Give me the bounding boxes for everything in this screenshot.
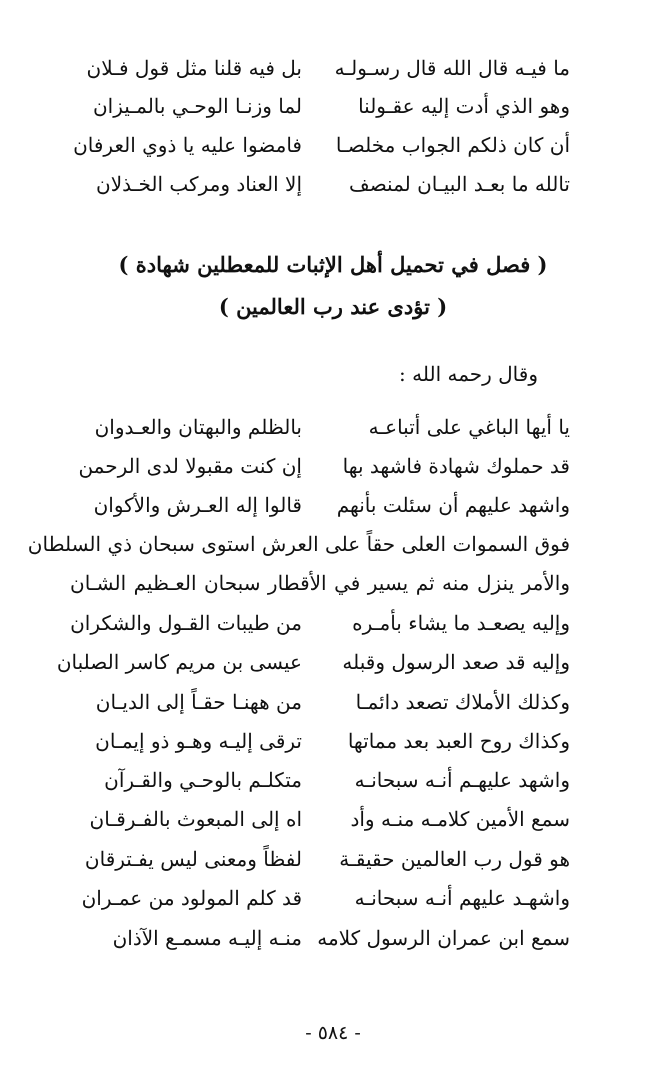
verse-second-hemistich: عيسى بن مريم كاسر الصلبان xyxy=(56,650,302,674)
verse-second-hemistich: متكلـم بالوحـي والقـرآن xyxy=(104,768,302,792)
verse-first-hemistich: قد حملوك شهادة فاشهد بها xyxy=(342,454,570,478)
verse-first-hemistich: يا أيها الباغي على أتباعـه xyxy=(368,415,570,439)
verse-first-hemistich: سمع ابن عمران الرسول كلامه xyxy=(317,926,570,950)
verse-line xyxy=(70,685,570,719)
intro-text: وقال رحمه الله : xyxy=(399,362,538,386)
verse-line xyxy=(70,881,570,915)
verse-first-hemistich: وكذلك الأملاك تصعد دائمـا xyxy=(355,690,570,714)
section-heading-line1: ( فصل في تحميل أهل الإثبات للمعطلين شهادة ) xyxy=(118,252,548,277)
verse-second-hemistich: إلا العناد ومركب الخـذلان xyxy=(96,172,302,196)
verse-first-hemistich: ما فيـه قال الله قال رسـولـه xyxy=(334,56,570,80)
verse-first-hemistich: أن كان ذلكم الجواب مخلصـا xyxy=(335,133,570,157)
verse-line xyxy=(70,128,570,162)
verse-second-hemistich: لفظاً ومعنى ليس يفـترقان xyxy=(84,847,302,871)
verse-line xyxy=(70,167,570,201)
verse-line xyxy=(70,449,570,483)
verse-second-hemistich: من طيبات القـول والشكران xyxy=(70,611,302,635)
verse-second-hemistich: من ههنـا حقـاً إلى الديـان xyxy=(95,690,302,714)
verse-second-hemistich: لما وزنـا الوحـي بالمـيزان xyxy=(92,94,302,118)
verse-second-hemistich: إن كنت مقبولا لدى الرحمن xyxy=(78,454,302,478)
verse-second-hemistich: منـه إليـه مسمـع الآذان xyxy=(112,926,302,950)
verse-first-hemistich: واشهد عليهم أن سئلت بأنهم xyxy=(336,493,570,517)
verse-first-hemistich: هو قول رب العالمين حقيقـة xyxy=(339,847,570,871)
section-heading-line2: ( تؤدى عند رب العالمين ) xyxy=(218,294,448,319)
verse-first-hemistich: وإليه قد صعد الرسول وقبله xyxy=(342,650,570,674)
verse-first-hemistich: واشهد عليهـم أنـه سبحانـه xyxy=(354,768,570,792)
verse-first-hemistich: وهو الذي أدت إليه عقـولنا xyxy=(358,94,570,118)
page-number: - ٥٨٤ - xyxy=(305,1022,361,1044)
verse-second-hemistich: بل فيه قلنا مثل قول فـلان xyxy=(86,56,302,80)
verse-line xyxy=(70,921,570,955)
full-width-line: فوق السموات العلى حقاً على العرش استوى سبحان ذي السلطان xyxy=(27,532,570,556)
verse-line xyxy=(70,724,570,758)
verse-second-hemistich: قالوا إله العـرش والأكوان xyxy=(93,493,302,517)
verse-line xyxy=(56,645,570,679)
verse-first-hemistich: واشهـد عليهم أنـه سبحانـه xyxy=(354,886,570,910)
verse-second-hemistich: ترقى إليـه وهـو ذو إيمـان xyxy=(95,729,302,753)
verse-line xyxy=(70,488,570,522)
verse-first-hemistich: سمع الأمين كلامـه منـه وأد xyxy=(350,807,570,831)
verse-line xyxy=(70,606,570,640)
verse-second-hemistich: بالظلم والبهتان والعـدوان xyxy=(94,415,302,439)
verse-line xyxy=(70,842,570,876)
verse-line xyxy=(70,802,570,836)
verse-line xyxy=(70,763,570,797)
verse-second-hemistich: فامضوا عليه يا ذوي العرفان xyxy=(73,133,302,157)
verse-second-hemistich: قد كلم المولود من عمـران xyxy=(81,886,302,910)
verse-first-hemistich: وإليه يصعـد ما يشاء بأمـره xyxy=(352,611,570,635)
verse-line xyxy=(70,410,570,444)
verse-line xyxy=(70,51,570,85)
full-width-line: والأمر ينزل منه ثم يسير في الأقطار سبحان العـظيم الشـان xyxy=(70,571,570,595)
verse-first-hemistich: تالله ما بعـد البيـان لمنصف xyxy=(348,172,570,196)
verse-line xyxy=(70,89,570,123)
verse-second-hemistich: اه إلى المبعوث بالفـرقـان xyxy=(89,807,302,831)
verse-first-hemistich: وكذاك روح العبد بعد مماتها xyxy=(347,729,570,753)
